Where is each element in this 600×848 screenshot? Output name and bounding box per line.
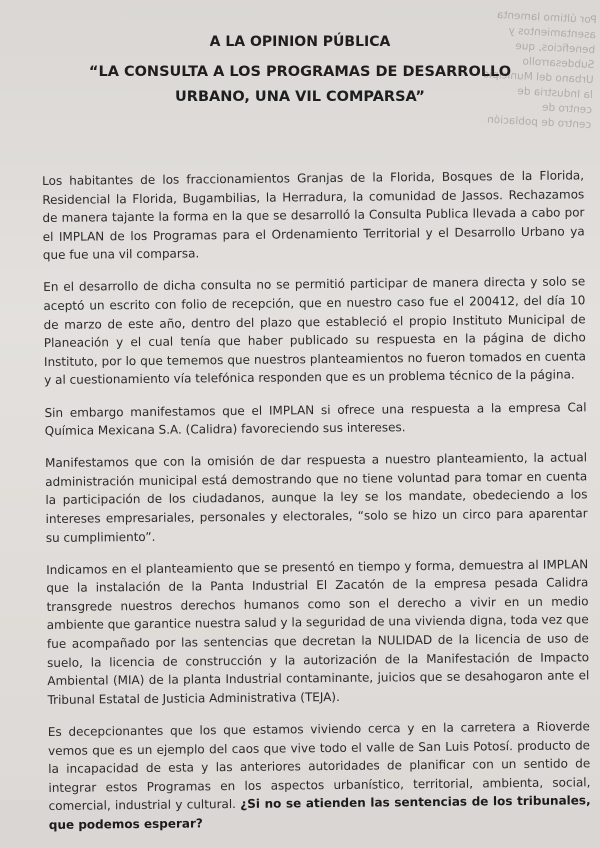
bleed-line: asentamientos y (508, 24, 597, 42)
document-body (42, 166, 591, 848)
paragraph-6 (48, 717, 591, 834)
paragraph-6-question: ¿Si no se atienden las sentencias de los tribunales, que podemos esperar? (48, 793, 591, 832)
bleed-line: la Industria de (517, 85, 594, 102)
bleed-line: centro de (541, 101, 593, 117)
paragraph-6-text: Es decepcionantes que los que estamos viviendo cerca y en la carretera a Rioverde vemos que es un ejemplo del caos que vive todo el valle de San Luis Potosí. producto de la incapacidad de esta y las anteriores autoridades de planificar con un sentido de integrar estos Programas en los aspectos urbanístico, territorial, ambienta, social, comercial, industrial y cultural. (47, 719, 591, 814)
paragraph-5: Indicamos en el planteamiento que se presentó en tiempo y forma, demuestra al IMPLAN que la instalación de la Panta Industrial El Zacatón de la empresa pesada Calidra transgrede nuestros derechos humanos como son el derecho a vivir en un medio ambiente que garantice nuestra salud y la seguridad de una vivienda digna, toda vez que fue acompañado por las sentencias que decretan la NULIDAD de la licencia de uso de suelo, la licencia de construcción y la autorización de la Manifestación de Impacto Ambiental (MIA) de la planta Industrial contaminante, juicios que se desahogaron ante el Tribunal Estatal de Justicia Administrativa (TEJA). (46, 556, 590, 707)
page-subtitle: “LA CONSULTA A LOS PROGRAMAS DE DESARROLLO URBANO, UNA VIL COMPARSA” (88, 64, 512, 105)
bleed-line: beneficios, que (515, 39, 596, 57)
bleed-line: Urbano del Municipio (482, 68, 594, 87)
paragraph-1: Los habitantes de los fraccionamientos Granjas de la Florida, Bosques de la Florida, Residencial la Florida, Bugambilias, la Herradura, la comunidad de Jassos. Rechazamos de manera tajante la forma en la que se desarrolló la Consulta Publica llevada a cabo por el IMPLAN de los Programas para el Ordenamiento Territorial y el Desarrollo Urbano ya que fue una vil comparsa. (42, 168, 585, 263)
bleed-line: centro de población (486, 113, 592, 132)
page-title: A LA OPINION PÚBLICA (209, 34, 391, 50)
paragraph-2: En el desarrollo de dicha consulta no se permitió participar de manera directa y solo se aceptó un escrito con folio de recepción, que en nuestro caso fue el 200412, del día 10 de marzo de este año, dentro del plazo que estableció el propio Instituto Municipal de Planeación y el cual tenía que haber publicado su respuesta en la página de dicho Instituto, por lo que tememos que nuestros planteamientos no fueron tomados en cuenta y al cuestionamiento vía telefónica responden que es un problema técnico de la página. (43, 274, 587, 388)
paragraph-4: Manifestamos que con la omisión de dar respuesta a nuestro planteamiento, la actual administración municipal está demostrando que no tiene voluntad para tomar en cuenta la participación de los ciudadanos, aunque la ley se los mandate, obedeciendo a los intereses empresariales, personales y electorales, “solo se hizo un circo para aparentar su cumplimiento”. (44, 450, 588, 545)
paragraph-3: Sin embargo manifestamos que el IMPLAN si ofrece una respuesta a la empresa Cal Química Mexicana S.A. (Calidra) favoreciendo sus intereses. (44, 399, 587, 439)
bleed-line: Subdesarrollo (522, 55, 595, 72)
bleed-line: Por último lamenta (496, 8, 598, 27)
